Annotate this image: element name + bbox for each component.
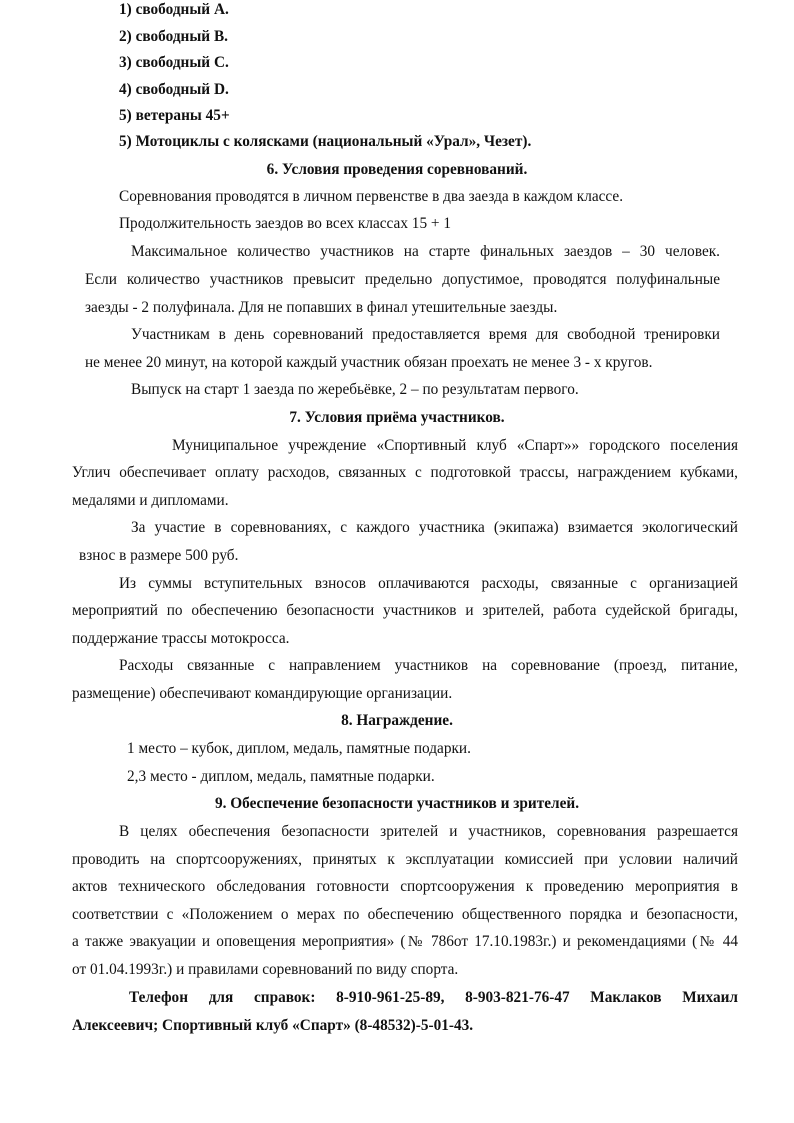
paragraph-line: Максимальное количество участников на старте финальных заездов – 30 человек.: [131, 243, 720, 260]
paragraph-line: не менее 20 минут, на которой каждый участник обязан проехать не менее 3 - х кругов.: [85, 354, 653, 371]
paragraph-line: Углич обеспечивает оплату расходов, связанных с подготовкой трассы, награждением кубками,: [72, 464, 738, 481]
class-item: 5) Мотоциклы с колясками (национальный «Урал», Чезет).: [119, 133, 532, 150]
section-heading: 7. Условия приёма участников.: [289, 409, 505, 426]
award-line: 2,3 место - диплом, медаль, памятные подарки.: [127, 768, 435, 785]
paragraph-line: медалями и дипломами.: [72, 492, 229, 509]
paragraph-line: Муниципальное учреждение «Спортивный клуб «Спарт»» городского поселения: [172, 437, 738, 454]
paragraph-line: поддержание трассы мотокросса.: [72, 630, 290, 647]
award-line: 1 место – кубок, диплом, медаль, памятные подарки.: [127, 740, 471, 757]
paragraph-line: Участникам в день соревнований предоставляется время для свободной тренировки: [131, 326, 720, 343]
class-item: 3) свободный С.: [119, 54, 229, 71]
class-item: 5) ветераны 45+: [119, 107, 230, 124]
paragraph-line: Продолжительность заездов во всех классах 15 + 1: [119, 215, 452, 232]
paragraph-line: Если количество участников превысит предельно допустимое, проводятся полуфинальные: [85, 271, 720, 288]
paragraph-line: а также эвакуации и оповещения мероприятия» (№ 786от 17.10.1983г.) и рекомендациями (№ 44: [72, 933, 738, 950]
class-item: 4) свободный D.: [119, 81, 229, 98]
paragraph-line: мероприятий по обеспечению безопасности участников и зрителей, работа судейской бригады,: [72, 602, 738, 619]
paragraph-line: размещение) обеспечивают командирующие организации.: [72, 685, 453, 702]
paragraph-line: взнос в размере 500 руб.: [79, 547, 239, 564]
class-item: 1) свободный А.: [119, 1, 229, 18]
contact-phones: Телефон для справок: 8-910-961-25-89, 8-903-821-76-47 Маклаков Михаил: [129, 989, 738, 1006]
paragraph-line: проводить на спортсооружениях, принятых к эксплуатации комиссией при условии наличий: [72, 851, 738, 868]
paragraph-line: от 01.04.1993г.) и правилами соревнований по виду спорта.: [72, 961, 459, 978]
section-heading: 8. Награждение.: [341, 712, 453, 729]
paragraph-line: Из суммы вступительных взносов оплачиваются расходы, связанные с организацией: [119, 575, 738, 592]
paragraph-line: За участие в соревнованиях, с каждого участника (экипажа) взимается экологический: [131, 519, 738, 536]
paragraph-line: В целях обеспечения безопасности зрителей и участников, соревнования разрешается: [119, 823, 738, 840]
section-heading: 9. Обеспечение безопасности участников и зрителей.: [214, 795, 580, 812]
paragraph-line: заезды - 2 полуфинала. Для не попавших в финал утешительные заезды.: [85, 299, 558, 316]
contact-club: Алексеевич; Спортивный клуб «Спарт» (8-48532)-5-01-43.: [72, 1017, 474, 1034]
paragraph-line: Расходы связанные с направлением участников на соревнование (проезд, питание,: [119, 657, 738, 674]
section-heading: 6. Условия проведения соревнований.: [266, 161, 528, 178]
paragraph-line: соответствии с «Положением о мерах по обеспечению общественного порядка и безопасности,: [72, 906, 738, 923]
class-item: 2) свободный В.: [119, 28, 228, 45]
paragraph-line: Выпуск на старт 1 заезда по жеребьёвке, 2 – по результатам первого.: [131, 381, 579, 398]
paragraph-line: Соревнования проводятся в личном первенстве в два заезда в каждом классе.: [119, 188, 624, 205]
paragraph-line: актов технического обследования готовности спортсооружения к проведению мероприятия в: [72, 878, 738, 895]
